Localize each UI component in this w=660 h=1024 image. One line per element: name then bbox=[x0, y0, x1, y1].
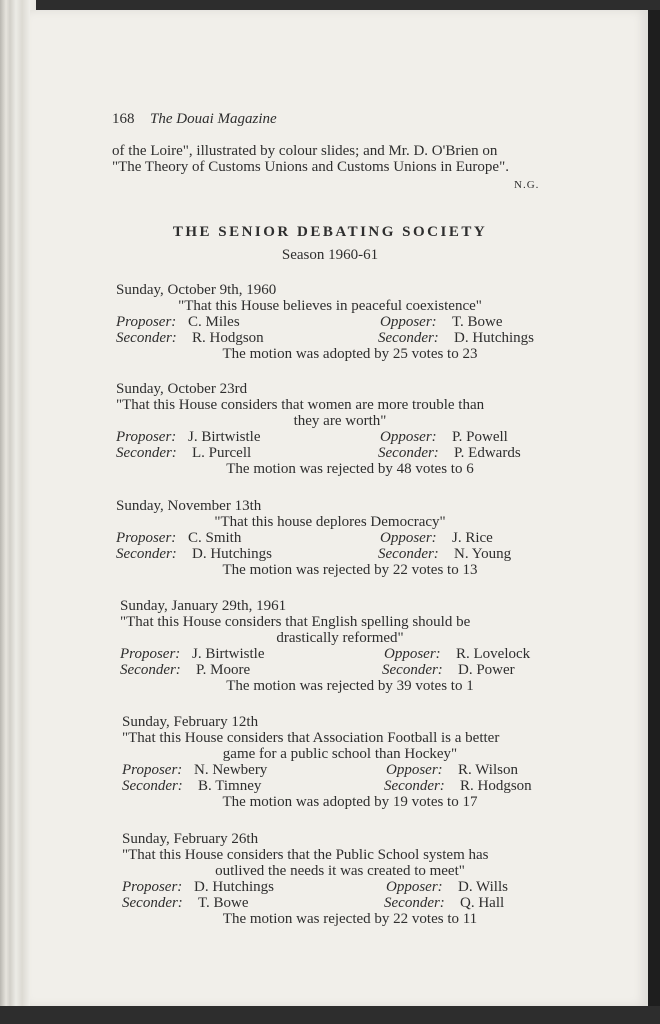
seconder-against-name: Q. Hall bbox=[460, 895, 505, 911]
seconder-against-name: N. Young bbox=[454, 546, 512, 562]
proposer-label: Proposer: bbox=[120, 646, 181, 662]
proposer-name: C. Smith bbox=[188, 530, 242, 546]
opposer-name: P. Powell bbox=[452, 429, 508, 445]
debate-motion: outlived the needs it was created to meet" bbox=[215, 863, 465, 879]
seconder-for-name: R. Hodgson bbox=[192, 330, 264, 346]
intro-line: of the Loire", illustrated by colour slides; and Mr. D. O'Brien on bbox=[112, 143, 498, 159]
seconder-label: Seconder: bbox=[122, 895, 183, 911]
scan-bottom-border bbox=[0, 1006, 660, 1024]
debate-motion: "That this house deplores Democracy" bbox=[214, 514, 446, 530]
intro-signature: N.G. bbox=[514, 179, 540, 191]
season-subtitle: Season 1960-61 bbox=[281, 247, 379, 263]
debate-date: Sunday, February 26th bbox=[122, 831, 259, 847]
seconder-for-name: L. Purcell bbox=[192, 445, 252, 461]
debate-motion: "That this House considers that the Public School system has bbox=[122, 847, 489, 863]
debate-date: Sunday, October 9th, 1960 bbox=[116, 282, 277, 298]
debate-result: The motion was rejected by 22 votes to 11 bbox=[222, 911, 478, 927]
proposer-label: Proposer: bbox=[116, 530, 177, 546]
debate-date: Sunday, October 23rd bbox=[116, 381, 248, 397]
opposer-name: J. Rice bbox=[452, 530, 493, 546]
debate-result: The motion was adopted by 19 votes to 17 bbox=[222, 794, 478, 810]
seconder-for-name: B. Timney bbox=[198, 778, 262, 794]
debate-date: Sunday, February 12th bbox=[122, 714, 259, 730]
debate-motion: game for a public school than Hockey" bbox=[222, 746, 458, 762]
opposer-label: Opposer: bbox=[380, 314, 437, 330]
opposer-label: Opposer: bbox=[386, 879, 443, 895]
opposer-name: D. Wills bbox=[458, 879, 508, 895]
seconder-label: Seconder: bbox=[378, 330, 439, 346]
debate-motion: drastically reformed" bbox=[276, 630, 404, 646]
opposer-label: Opposer: bbox=[384, 646, 441, 662]
proposer-label: Proposer: bbox=[122, 762, 183, 778]
seconder-label: Seconder: bbox=[116, 445, 177, 461]
seconder-label: Seconder: bbox=[120, 662, 181, 678]
debate-motion: "That this House considers that English spelling should be bbox=[120, 614, 471, 630]
page-number: 168 bbox=[112, 111, 135, 127]
debate-motion: "That this House believes in peaceful coexistence" bbox=[178, 298, 482, 314]
seconder-for-name: T. Bowe bbox=[198, 895, 249, 911]
seconder-against-name: D. Hutchings bbox=[454, 330, 534, 346]
proposer-name: D. Hutchings bbox=[194, 879, 274, 895]
debate-result: The motion was rejected by 22 votes to 13 bbox=[222, 562, 478, 578]
proposer-label: Proposer: bbox=[122, 879, 183, 895]
opposer-name: R. Wilson bbox=[458, 762, 518, 778]
seconder-label: Seconder: bbox=[122, 778, 183, 794]
seconder-against-name: R. Hodgson bbox=[460, 778, 532, 794]
seconder-label: Seconder: bbox=[384, 778, 445, 794]
intro-line: "The Theory of Customs Unions and Customs Unions in Europe". bbox=[112, 159, 509, 175]
scan-top-border bbox=[0, 0, 660, 10]
opposer-label: Opposer: bbox=[380, 530, 437, 546]
proposer-name: J. Birtwistle bbox=[192, 646, 265, 662]
seconder-for-name: D. Hutchings bbox=[192, 546, 272, 562]
proposer-name: J. Birtwistle bbox=[188, 429, 261, 445]
proposer-name: C. Miles bbox=[188, 314, 240, 330]
proposer-label: Proposer: bbox=[116, 429, 177, 445]
running-title: The Douai Magazine bbox=[150, 111, 277, 127]
debate-date: Sunday, November 13th bbox=[116, 498, 262, 514]
debate-result: The motion was rejected by 39 votes to 1 bbox=[226, 678, 474, 694]
debate-result: The motion was adopted by 25 votes to 23 bbox=[222, 346, 478, 362]
scan-right-border bbox=[648, 10, 660, 1006]
seconder-against-name: D. Power bbox=[458, 662, 515, 678]
seconder-label: Seconder: bbox=[378, 445, 439, 461]
opposer-label: Opposer: bbox=[386, 762, 443, 778]
seconder-against-name: P. Edwards bbox=[454, 445, 521, 461]
opposer-name: T. Bowe bbox=[452, 314, 503, 330]
proposer-label: Proposer: bbox=[116, 314, 177, 330]
debate-motion: they are worth" bbox=[293, 413, 387, 429]
section-heading: THE SENIOR DEBATING SOCIETY bbox=[172, 224, 488, 240]
seconder-label: Seconder: bbox=[116, 546, 177, 562]
seconder-label: Seconder: bbox=[116, 330, 177, 346]
proposer-name: N. Newbery bbox=[194, 762, 268, 778]
opposer-label: Opposer: bbox=[380, 429, 437, 445]
debate-motion: "That this House considers that women are more trouble than bbox=[116, 397, 485, 413]
seconder-label: Seconder: bbox=[384, 895, 445, 911]
seconder-label: Seconder: bbox=[378, 546, 439, 562]
seconder-for-name: P. Moore bbox=[196, 662, 251, 678]
opposer-name: R. Lovelock bbox=[456, 646, 531, 662]
debate-date: Sunday, January 29th, 1961 bbox=[120, 598, 287, 614]
seconder-label: Seconder: bbox=[382, 662, 443, 678]
debate-motion: "That this House considers that Association Football is a better bbox=[122, 730, 500, 746]
debate-result: The motion was rejected by 48 votes to 6 bbox=[226, 461, 474, 477]
